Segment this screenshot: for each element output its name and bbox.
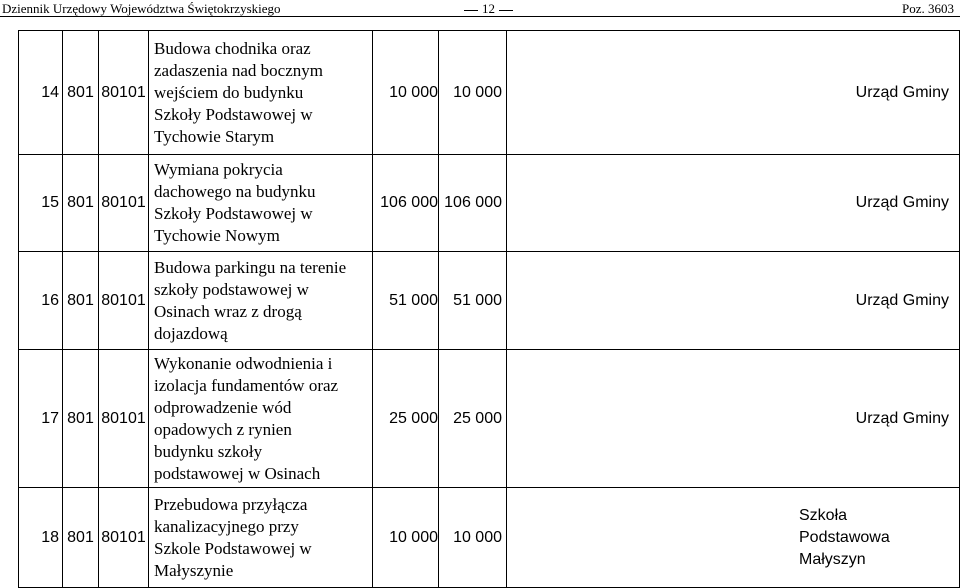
task-cell — [149, 31, 373, 155]
rozdzial-cell: 80101 — [99, 252, 149, 350]
dzial-cell: 801 — [63, 488, 99, 588]
task-cell — [149, 155, 373, 252]
table-row — [19, 488, 960, 588]
table-body — [19, 31, 960, 588]
task-line: Szkoły Podstawowej w — [154, 104, 313, 124]
task-line: Szkole Podstawowej w — [154, 538, 312, 558]
rozdzial-cell: 80101 — [99, 488, 149, 588]
task-line: kanalizacyjnego przy — [154, 516, 299, 536]
task-line: izolacja fundamentów oraz — [154, 375, 339, 395]
task-cell — [149, 488, 373, 588]
task-line: wejściem do budynku — [154, 82, 304, 102]
row-number: 14 — [19, 31, 63, 155]
row-number: 18 — [19, 488, 63, 588]
dzial-cell: 801 — [63, 252, 99, 350]
executor-line: Szkoła — [799, 506, 848, 524]
executor-cell — [507, 350, 960, 488]
task-line: Budowa parkingu na terenie — [154, 257, 347, 277]
executor-cell — [507, 252, 960, 350]
page-header — [0, 0, 960, 18]
amount-year: 51 000 — [439, 252, 507, 350]
rozdzial-cell: 80101 — [99, 350, 149, 488]
amount-year: 25 000 — [439, 350, 507, 488]
task-line: Budowa chodnika oraz — [154, 38, 311, 58]
page-number: 12 — [460, 1, 517, 17]
amount-year: 106 000 — [439, 155, 507, 252]
executor-line: Urząd Gminy — [855, 83, 949, 101]
row-number: 15 — [19, 155, 63, 252]
executor-line: Urząd Gminy — [855, 409, 949, 427]
amount-total: 10 000 — [373, 31, 439, 155]
task-line: szkoły podstawowej w — [154, 279, 309, 299]
task-line: Tychowie Starym — [154, 126, 275, 146]
rozdzial-cell: 80101 — [99, 31, 149, 155]
executor-line: Podstawowa — [799, 528, 890, 546]
task-line: Wykonanie odwodnienia i — [154, 353, 333, 373]
executor-cell — [507, 488, 960, 588]
task-line: Osinach wraz z drogą — [154, 301, 302, 321]
task-line: dachowego na budynku — [154, 182, 316, 201]
amount-total: 51 000 — [373, 252, 439, 350]
task-cell — [149, 252, 373, 350]
header-rule — [0, 16, 960, 17]
table-row — [19, 155, 960, 252]
task-line: zadaszenia nad bocznym — [154, 60, 323, 80]
task-line: dojazdową — [154, 323, 228, 343]
task-line: Małyszynie — [154, 560, 234, 580]
executor-cell — [507, 31, 960, 155]
amount-total: 25 000 — [373, 350, 439, 488]
task-line: odprowadzenie wód — [154, 397, 292, 417]
executor-line: Urząd Gminy — [855, 291, 949, 309]
journal-title: Dziennik Urzędowy Województwa Świętokrzyskiego — [2, 1, 281, 16]
task-line: Tychowie Nowym — [154, 226, 280, 245]
row-number: 16 — [19, 252, 63, 350]
task-line: opadowych z rynien — [154, 419, 292, 439]
row-number: 17 — [19, 350, 63, 488]
amount-total: 10 000 — [373, 488, 439, 588]
amount-total: 106 000 — [373, 155, 439, 252]
dzial-cell: 801 — [63, 155, 99, 252]
task-line: Przebudowa przyłącza — [154, 494, 308, 514]
amount-year: 10 000 — [439, 488, 507, 588]
executor-line: Małyszyn — [799, 550, 866, 568]
task-line: Szkoły Podstawowej w — [154, 204, 313, 223]
table-row — [19, 31, 960, 155]
table-row — [19, 252, 960, 350]
executor-cell — [507, 155, 960, 252]
dzial-cell: 801 — [63, 350, 99, 488]
investment-table — [18, 30, 960, 588]
table-row — [19, 350, 960, 488]
task-cell — [149, 350, 373, 488]
executor-line: Urząd Gminy — [855, 194, 949, 211]
amount-year: 10 000 — [439, 31, 507, 155]
position-number: Poz. 3603 — [902, 1, 954, 16]
dzial-cell: 801 — [63, 31, 99, 155]
rozdzial-cell: 80101 — [99, 155, 149, 252]
task-line: budynku szkoły — [154, 441, 263, 461]
task-line: Wymiana pokrycia — [154, 160, 283, 179]
task-line: podstawowej w Osinach — [154, 463, 321, 483]
